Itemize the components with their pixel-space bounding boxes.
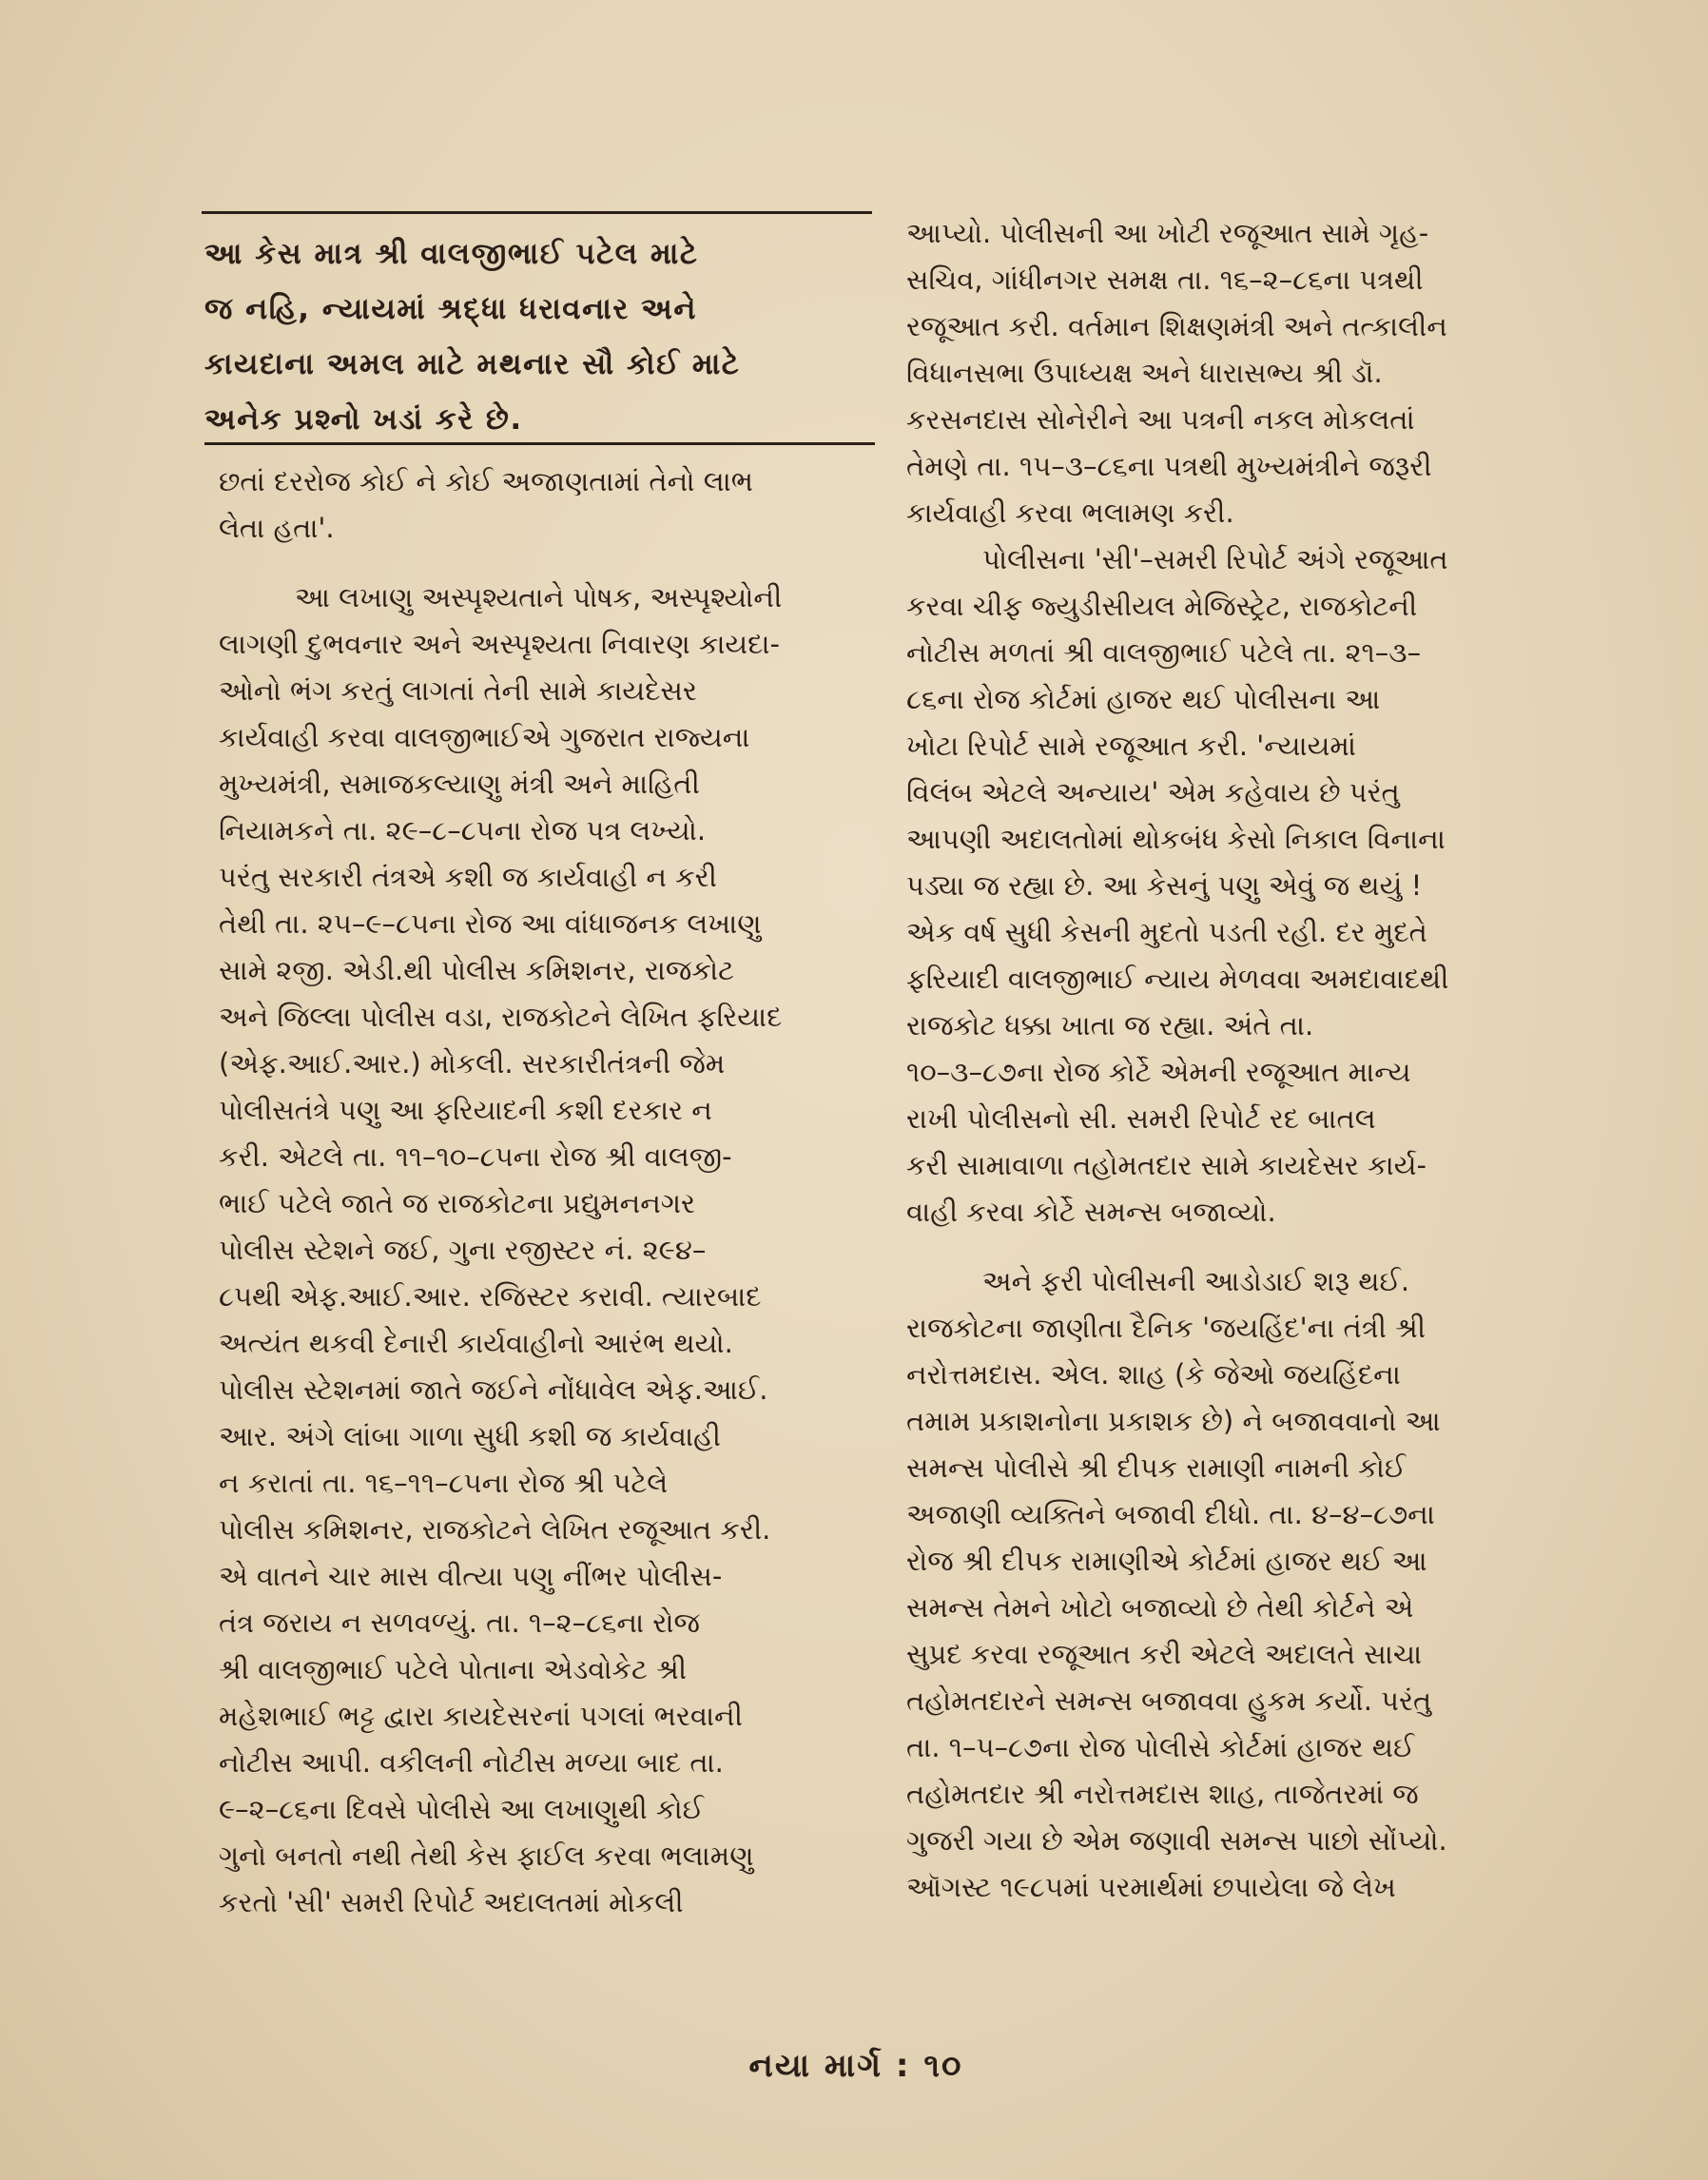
text-line: પોલીસ કમિશનર, રાજકોટને લેખિત રજૂઆત કરી. [219,1513,771,1546]
text-line: લાગણી દુભવનાર અને અસ્પૃશ્યતા નિવારણ કાયદા- [219,628,780,660]
text-line: મહેશભાઈ ભટ્ટ દ્વારા કાયદેસરનાં પગલાં ભરવાની [219,1700,743,1732]
text-line: એક વર્ષ સુધી કેસની મુદતો પડતી રહી. દર મુદતે [906,916,1427,948]
text-line: નોટીસ આપી. વકીલની નોટીસ મળ્યા બાદ તા. [219,1746,724,1779]
text-line: પોલીસ સ્ટેશનમાં જાતે જઈને નોંધાવેલ એફ.આઈ. [219,1373,768,1406]
text-line: ન કરાતાં તા. ૧૬–૧૧–૮૫ના રોજ શ્રી પટેલે [219,1467,669,1499]
text-line: તમામ પ્રકાશનોના પ્રકાશક છે) ને બજાવવાનો આ [906,1405,1441,1437]
text-line: કાર્યવાહી કરવા ભલામણ કરી. [906,496,1234,529]
text-line: નરોત્તમદાસ. એલ. શાહ (કે જેઓ જયહિંદના [906,1358,1401,1391]
text-line: પોલીસના 'સી'–સમરી રિપોર્ટ અંગે રજૂઆત [982,543,1448,575]
text-line: નિયામકને તા. ૨૯–૮–૮૫ના રોજ પત્ર લખ્યો. [219,814,707,847]
text-line: અત્યંત થકવી દેનારી કાર્યવાહીનો આરંભ થયો. [219,1327,733,1359]
text-line: (એફ.આઈ.આર.) મોકલી. સરકારીતંત્રની જેમ [219,1047,726,1080]
text-line: તા. ૧–૫–૮૭ના રોજ પોલીસે કોર્ટમાં હાજર થઈ [906,1731,1415,1763]
text-line: ૯–૨–૮૬ના દિવસે પોલીસે આ લખાણુથી કોઈ [219,1793,704,1825]
text-line: તેમણે તા. ૧૫–૩–૮૬ના પત્રથી મુખ્યમંત્રીને જરૂરી [906,450,1432,482]
text-line: ગુનો બનતો નથી તેથી કેસ ફાઈલ કરવા ભલામણુ [219,1839,754,1872]
text-line: ખોટા રિપોર્ટ સામે રજૂઆત કરી. 'ન્યાયમાં [906,730,1356,762]
text-line: ૮૫થી એફ.આઈ.આર. રજિસ્ટર કરાવી. ત્યારબાદ [219,1280,762,1313]
text-line: કરી. એટલે તા. ૧૧–૧૦–૮૫ના રોજ શ્રી વાલજી- [219,1140,732,1173]
text-line: ભાઈ પટેલે જાતે જ રાજકોટના પ્રદ્યુમનનગર [219,1187,695,1219]
text-line: શ્રી વાલજીભાઈ પટેલે પોતાના એડવોકેટ શ્રી [219,1653,688,1685]
callout-bottom-rule [204,442,875,445]
text-line: ઓનો ભંગ કરતું લાગતાં તેની સામે કાયદેસર [219,674,697,707]
pull-quote-line: અનેક પ્રશ્નો ખડાં કરે છે. [204,402,523,437]
text-line: આપણી અદાલતોમાં થોકબંધ કેસો નિકાલ વિનાના [906,823,1446,855]
paragraph-gap [906,1236,1555,1258]
text-line: અને ફરી પોલીસની આડોડાઈ શરૂ થઈ. [982,1265,1410,1297]
text-line: કાર્યવાહી કરવા વાલજીભાઈએ ગુજરાત રાજ્યના [219,721,750,753]
text-line: વિલંબ એટલે અન્યાય' એમ કહેવાય છે પરંતુ [906,776,1400,808]
text-line: તહોમતદારને સમન્સ બજાવવા હુકમ કર્યો. પરંતુ [906,1684,1432,1717]
text-line: આર. અંગે લાંબા ગાળા સુધી કશી જ કાર્યવાહી [219,1420,721,1452]
text-line: રોજ શ્રી દીપક રામાણીએ કોર્ટમાં હાજર થઈ આ [906,1545,1427,1577]
pull-quote-line: જ નહિ, ન્યાયમાં શ્રદ્ધા ધરાવનાર અને [204,292,697,326]
text-line: આપ્યો. પોલીસની આ ખોટી રજૂઆત સામે ગૃહ- [906,217,1429,249]
text-line: સામે ૨જી. એડી.થી પોલીસ કમિશનર, રાજકોટ [219,954,734,986]
text-line: કરતો 'સી' સમરી રિપોર્ટ અદાલતમાં મોકલી [219,1886,684,1918]
text-line: કરસનદાસ સોનેરીને આ પત્રની નકલ મોકલતાં [906,403,1415,436]
text-line: પોલીસ સ્ટેશને જઈ, ગુના રજીસ્ટર નં. ૨૯૪– [219,1234,707,1266]
text-line: ૧૦–૩–૮૭ના રોજ કોર્ટે એમની રજૂઆત માન્ય [906,1056,1411,1088]
right-column [906,210,1555,1911]
text-line: કરવા ચીફ જ્યુડીસીયલ મેજિસ્ટ્રેટ, રાજકોટની [906,590,1418,622]
page-footer: નયા માર્ગ : ૧૦ [748,2047,963,2085]
text-line: મુખ્યમંત્રી, સમાજકલ્યાણુ મંત્રી અને માહિતી [219,768,700,800]
text-line: રાજકોટ ધક્કા ખાતા જ રહ્યા. અંતે તા. [906,1009,1314,1041]
text-line: અને જિલ્લા પોલીસ વડા, રાજકોટને લેખિત ફરિયાદ [219,1001,783,1033]
text-line: વિધાનસભા ઉપાધ્યક્ષ અને ધારાસભ્ય શ્રી ડૉ. [906,357,1383,389]
text-line: નોટીસ મળતાં શ્રી વાલજીભાઈ પટેલે તા. ૨૧–૩– [906,636,1422,669]
text-line: છતાં દરરોજ કોઈ ને કોઈ અજાણતામાં તેનો લાભ [219,465,753,497]
callout-top-rule [202,211,872,214]
text-line: પડ્યા જ રહ્યા છે. આ કેસનું પણુ એવું જ થયું ! [906,869,1423,902]
text-line: ઑગસ્ટ ૧૯૮૫માં પરમાર્થમાં છપાયેલા જે લેખ [906,1871,1396,1903]
text-line: સમન્સ તેમને ખોટો બજાવ્યો છે તેથી કોર્ટને એ [906,1591,1414,1624]
pull-quote [204,226,870,447]
text-line: પોલીસતંત્રે પણુ આ ફરિયાદની કશી દરકાર ન [219,1094,712,1126]
text-line: અજાણી વ્યક્તિને બજાવી દીધો. તા. ૪–૪–૮૭ના [906,1498,1435,1530]
text-line: એ વાતને ચાર માસ વીત્યા પણુ નીંભર પોલીસ- [219,1560,723,1592]
text-line: સુપ્રદ કરવા રજૂઆત કરી એટલે અદાલતે સાચા [906,1638,1423,1670]
text-line: તહોમતદાર શ્રી નરોત્તમદાસ શાહ, તાજેતરમાં જ [906,1778,1419,1810]
text-line: ૮૬ના રોજ કોર્ટમાં હાજર થઈ પોલીસના આ [906,683,1381,715]
text-line: ગુજરી ગયા છે એમ જણાવી સમન્સ પાછો સોંપ્યો. [906,1824,1447,1857]
text-line: તેથી તા. ૨૫–૯–૮૫ના રોજ આ વાંધાજનક લખાણુ [219,907,762,940]
text-line: રાખી પોલીસનો સી. સમરી રિપોર્ટ રદ બાતલ [906,1102,1376,1135]
pull-quote-line: કાયદાના અમલ માટે મથનાર સૌ કોઈ માટે [204,347,741,381]
text-line: રજૂઆત કરી. વર્તમાન શિક્ષણમંત્રી અને તત્કાલીન [906,310,1447,342]
text-line: રાજકોટના જાણીતા દૈનિક 'જયહિંદ'ના તંત્રી શ્રી [906,1312,1427,1344]
text-line: પરંતુ સરકારી તંત્રએ કશી જ કાર્યવાહી ન કરી [219,861,717,893]
text-line: સચિવ, ગાંધીનગર સમક્ષ તા. ૧૬–૨–૮૬ના પત્રથી [906,263,1424,296]
left-column [219,458,873,1926]
text-line: સમન્સ પોલીસે શ્રી દીપક રામાણી નામની કોઈ [906,1451,1407,1484]
text-line: આ લખાણુ અસ્પૃશ્યતાને પોષક, અસ્પૃશ્યોની [295,581,783,613]
text-line: કરી સામાવાળા તહોમતદાર સામે કાયદેસર કાર્ય- [906,1149,1427,1181]
text-line: વાહી કરવા કોર્ટે સમન્સ બજાવ્યો. [906,1196,1276,1228]
text-line: તંત્ર જરાય ન સળવળ્યું. તા. ૧–૨–૮૬ના રોજ [219,1606,700,1639]
text-line: ફરિયાદી વાલજીભાઈ ન્યાય મેળવવા અમદાવાદથી [906,963,1449,995]
text-line: લેતા હતા'. [219,512,335,544]
paragraph-gap [219,552,873,574]
pull-quote-line: આ કેસ માત્ર શ્રી વાલજીભાઈ પટેલ માટે [204,237,699,271]
